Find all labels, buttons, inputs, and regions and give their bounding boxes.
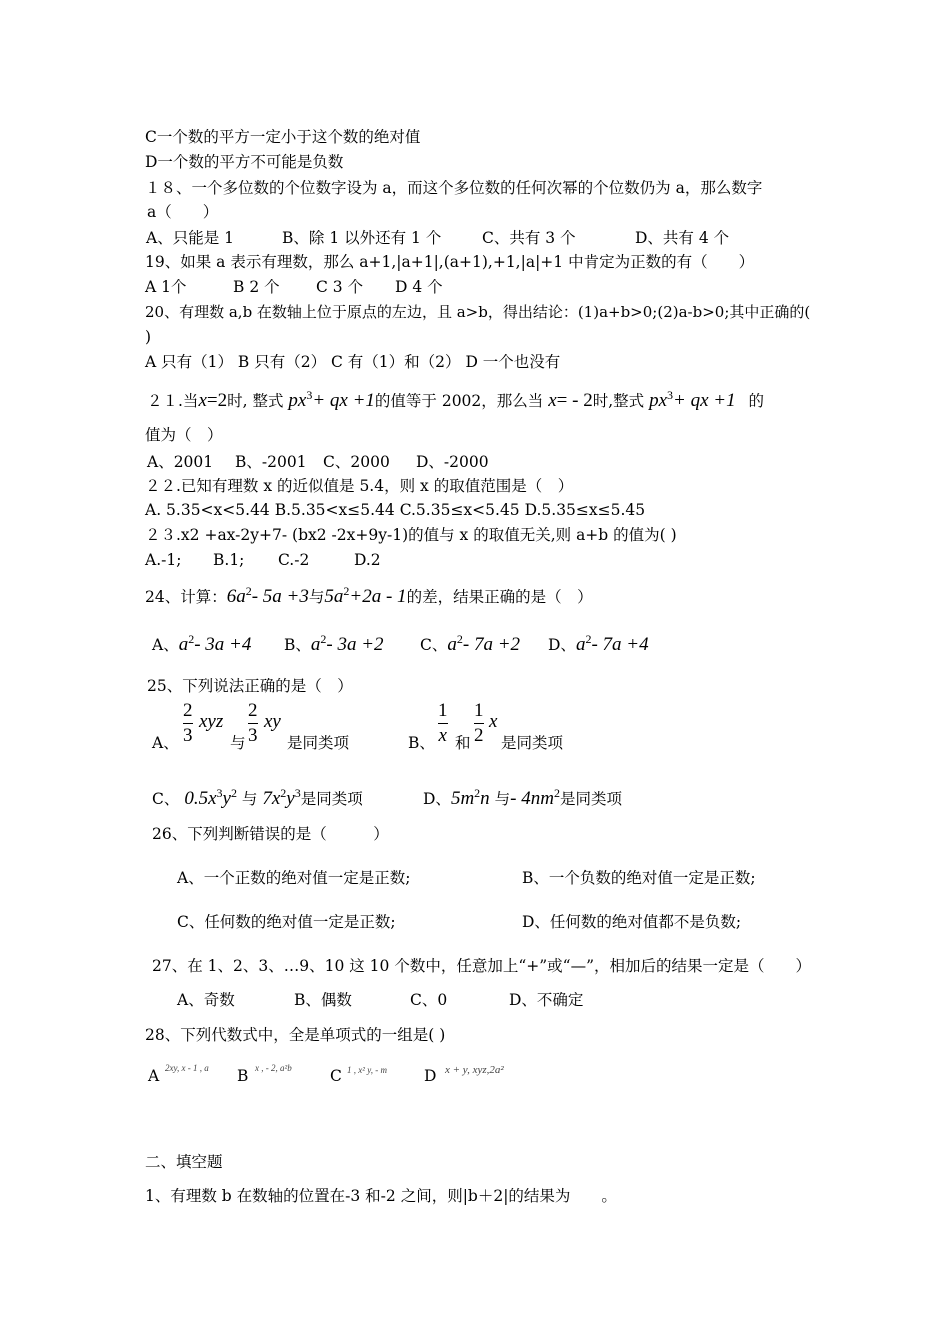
q24-c-exp: 2 (456, 632, 463, 646)
q24-text-1: 24、计算： (145, 588, 227, 606)
q24-d-expr2: - 7a +4 (591, 634, 649, 655)
question-21-cont: 值为（ ） (145, 426, 223, 444)
q25-a-label: A、 (152, 734, 179, 752)
q28-option-c-label: C (330, 1067, 342, 1085)
q25-c-exp3: 2 (280, 786, 287, 800)
question-26: 26、下列判断错误的是（ ） (152, 825, 389, 843)
q25-b-label: B、 (408, 734, 435, 752)
question-25: 25、下列说法正确的是（ ） (147, 677, 353, 695)
q25-frac3-bar (438, 723, 448, 724)
fill-question-1: 1、有理数 b 在数轴的位置在-3 和-2 之间，则|b＋2|的结果为 。 (145, 1187, 617, 1205)
q25-c-expr2y: y (286, 788, 295, 809)
q25-frac1 (183, 700, 193, 747)
q21-text-3: 的值等于 2002，那么当 (374, 392, 544, 410)
q28-option-a-expr: 2xy, x - 1 , a (165, 1063, 209, 1073)
q25-frac3-num: 1 (438, 700, 448, 721)
question-18: １８、一个多位数的个位数字设为 a，而这个多位数的任何次幂的个位数仍为 a，那么数字 (145, 179, 763, 197)
q25-d-with: 与 (494, 790, 511, 808)
q24-d-exp: 2 (585, 632, 592, 646)
q24-text-3: 的差，结果正确的是（ ） (406, 588, 593, 606)
q24-expr2-exp: 2 (343, 584, 350, 598)
q25-b-same: 是同类项 (501, 734, 564, 752)
q25-c-exp2: 2 (230, 786, 237, 800)
question-24 (145, 578, 593, 610)
question-27: 27、在 1、2、3、…9、10 这 10 个数中，任意加上“+”或“—”，相加后的结果一定是（ ） (152, 957, 812, 975)
q21-x1: x (198, 390, 207, 411)
q25-c-expr2: 7x (262, 788, 281, 809)
q25-frac1-num: 2 (183, 700, 193, 721)
section-2-title: 二、填空题 (145, 1153, 223, 1171)
q24-a-label: A、 (152, 636, 179, 654)
q25-option-d (423, 780, 622, 812)
q25-option-c (152, 780, 363, 812)
q25-frac3-den: x (438, 725, 447, 746)
q24-option-b (284, 626, 384, 658)
q24-a-expr: a (178, 634, 189, 655)
q24-d-label: D、 (548, 636, 576, 654)
question-19: 19、如果 a 表示有理数，那么 a+1,|a+1|,(a+1),+1,|a|+1 中肯定为正数的有（ ） (145, 253, 755, 271)
q25-frac4-bar (474, 723, 484, 724)
q25-d-expr1: 5m (450, 788, 475, 809)
q28-option-b-label: B (237, 1067, 249, 1085)
q25-frac4-num: 1 (474, 700, 484, 721)
question-20: 20、有理数 a,b 在数轴上位于原点的左边，且 a>b，得出结论：(1)a+b>0;(2)a-b>0;其中正确的( (145, 303, 811, 321)
q24-a-expr2: - 3a +4 (194, 634, 252, 655)
q25-frac2-num: 2 (248, 700, 258, 721)
q25-d-label: D、 (423, 790, 451, 808)
q24-b-expr2: - 3a +2 (326, 634, 384, 655)
q25-c-label: C、 (152, 790, 180, 808)
q25-d-expr2: - 4nm (510, 788, 554, 809)
question-28: 28、下列代数式中，全是单项式的一组是( ) (145, 1026, 446, 1044)
line-d-option: D一个数的平方不可能是负数 (145, 153, 344, 171)
q25-c-with: 与 (241, 790, 258, 808)
q25-frac4 (474, 700, 484, 747)
q25-frac1-den: 3 (183, 725, 193, 746)
q23-option-a: A.-1; (145, 551, 182, 569)
q24-option-d (548, 626, 649, 658)
question-21 (147, 382, 764, 414)
q18-option-b: B、除 1 以外还有 1 个 (282, 229, 442, 247)
q21-eq2: = - 2 (556, 390, 593, 411)
q25-frac2-bar (248, 723, 258, 724)
question-18-cont: a（ ） (147, 203, 219, 221)
q27-option-a: A、奇数 (177, 991, 235, 1009)
q20-options: A 只有（1） B 只有（2） C 有（1）和（2） D 一个也没有 (145, 353, 561, 371)
q28-option-b-expr: x , - 2, a²b (255, 1063, 292, 1073)
q24-option-a (152, 626, 251, 658)
q21-x2: x (548, 390, 557, 411)
q25-d-same: 是同类项 (559, 790, 622, 808)
q24-expr2b: +2a - 1 (349, 586, 407, 607)
q26-option-a: A、一个正数的绝对值一定是正数; (177, 869, 411, 887)
q26-option-b: B、一个负数的绝对值一定是正数; (522, 869, 756, 887)
q21-expr1-exp: 3 (306, 388, 313, 402)
q24-option-c (420, 626, 520, 658)
q24-expr1: 6a (226, 586, 246, 607)
q24-a-exp: 2 (188, 632, 195, 646)
question-20-cont: ) (145, 328, 152, 346)
q23-option-b: B.1; (213, 551, 245, 569)
q25-c-expr1y: y (222, 788, 231, 809)
q22-options: A. 5.35<x<5.44 B.5.35<x≤5.44 C.5.35≤x<5.45 D.5.35≤x≤5.45 (145, 501, 646, 519)
q23-option-d: D.2 (354, 551, 381, 569)
q25-frac2-den: 3 (248, 725, 258, 746)
q21-text-4: 时,整式 (592, 392, 645, 410)
q26-option-d: D、任何数的绝对值都不是负数; (522, 913, 742, 931)
q25-c-same: 是同类项 (300, 790, 363, 808)
q21-text-2: 时, 整式 (227, 392, 284, 410)
q21-expr2: px (649, 390, 668, 411)
q21-option-a: A、2001 (147, 453, 214, 471)
q24-expr1b: - 5a +3 (251, 586, 309, 607)
q24-b-expr: a (310, 634, 321, 655)
q18-option-c: C、共有 3 个 (482, 229, 576, 247)
q21-expr1b: + qx +1 (312, 390, 375, 411)
q28-option-c-expr: 1 , x² y, - m (347, 1065, 387, 1075)
q19-option-b: B 2 个 (233, 278, 280, 296)
q25-c-exp4: 3 (294, 786, 301, 800)
q24-b-exp: 2 (320, 632, 327, 646)
q24-d-expr: a (575, 634, 586, 655)
q18-option-d: D、共有 4 个 (635, 229, 730, 247)
q28-option-d-label: D (424, 1067, 437, 1085)
q25-d-exp1: 2 (474, 786, 481, 800)
q21-eq1: =2 (206, 390, 228, 411)
q25-b-and: 和 (455, 734, 471, 752)
q19-option-c: C 3 个 (316, 278, 364, 296)
q27-option-c: C、0 (410, 991, 448, 1009)
q28-option-a-label: A (148, 1067, 160, 1085)
q19-option-a: A 1个 (145, 278, 187, 296)
q24-c-label: C、 (420, 636, 448, 654)
q24-c-expr2: - 7a +2 (462, 634, 521, 655)
q21-text-1: ２１.当 (147, 392, 199, 410)
q19-option-d: D 4 个 (395, 278, 443, 296)
q25-a-with: 与 (230, 734, 246, 752)
q25-a-same: 是同类项 (287, 734, 350, 752)
q21-expr2-exp: 3 (667, 388, 674, 402)
q24-expr1-exp: 2 (245, 584, 252, 598)
q25-frac3 (438, 700, 448, 747)
q25-c-exp1: 3 (216, 786, 223, 800)
q21-option-b: B、-2001 (235, 453, 307, 471)
q27-option-d: D、不确定 (509, 991, 584, 1009)
q28-option-d-expr: x + y, xyz,2a² (445, 1064, 504, 1076)
q25-frac4-den: 2 (474, 725, 484, 746)
q25-frac2-var: xy (264, 711, 281, 732)
q25-c-expr1: 0.5x (184, 788, 217, 809)
q25-d-exp2: 2 (553, 786, 560, 800)
q21-option-d: D、-2000 (416, 453, 489, 471)
q24-b-label: B、 (284, 636, 311, 654)
q24-text-2: 与 (308, 588, 325, 606)
q25-frac4-var: x (489, 711, 498, 732)
q26-option-c: C、任何数的绝对值一定是正数; (177, 913, 396, 931)
q25-d-expr1n: n (480, 788, 490, 809)
line-c-option: C一个数的平方一定小于这个数的绝对值 (145, 128, 421, 146)
question-22: ２２.已知有理数 x 的近似值是 5.4，则 x 的取值范围是（ ） (145, 477, 574, 495)
q23-option-c: C.-2 (278, 551, 310, 569)
q21-expr2b: + qx +1 (673, 390, 736, 411)
q25-frac1-var: xyz (199, 711, 224, 732)
q21-option-c: C、2000 (323, 453, 390, 471)
q21-text-5: 的 (748, 392, 765, 410)
q24-expr2: 5a (324, 586, 344, 607)
q18-option-a: A、只能是 1 (146, 229, 234, 247)
q27-option-b: B、偶数 (294, 991, 352, 1009)
q21-expr1: px (288, 390, 307, 411)
q24-c-expr: a (447, 634, 457, 655)
q25-frac1-bar (183, 723, 193, 724)
q25-frac2 (248, 700, 258, 747)
question-23: ２３.x2 +ax-2y+7- (bx2 -2x+9y-1)的值与 x 的取值无关,则 a+b 的值为( ) (145, 526, 677, 544)
